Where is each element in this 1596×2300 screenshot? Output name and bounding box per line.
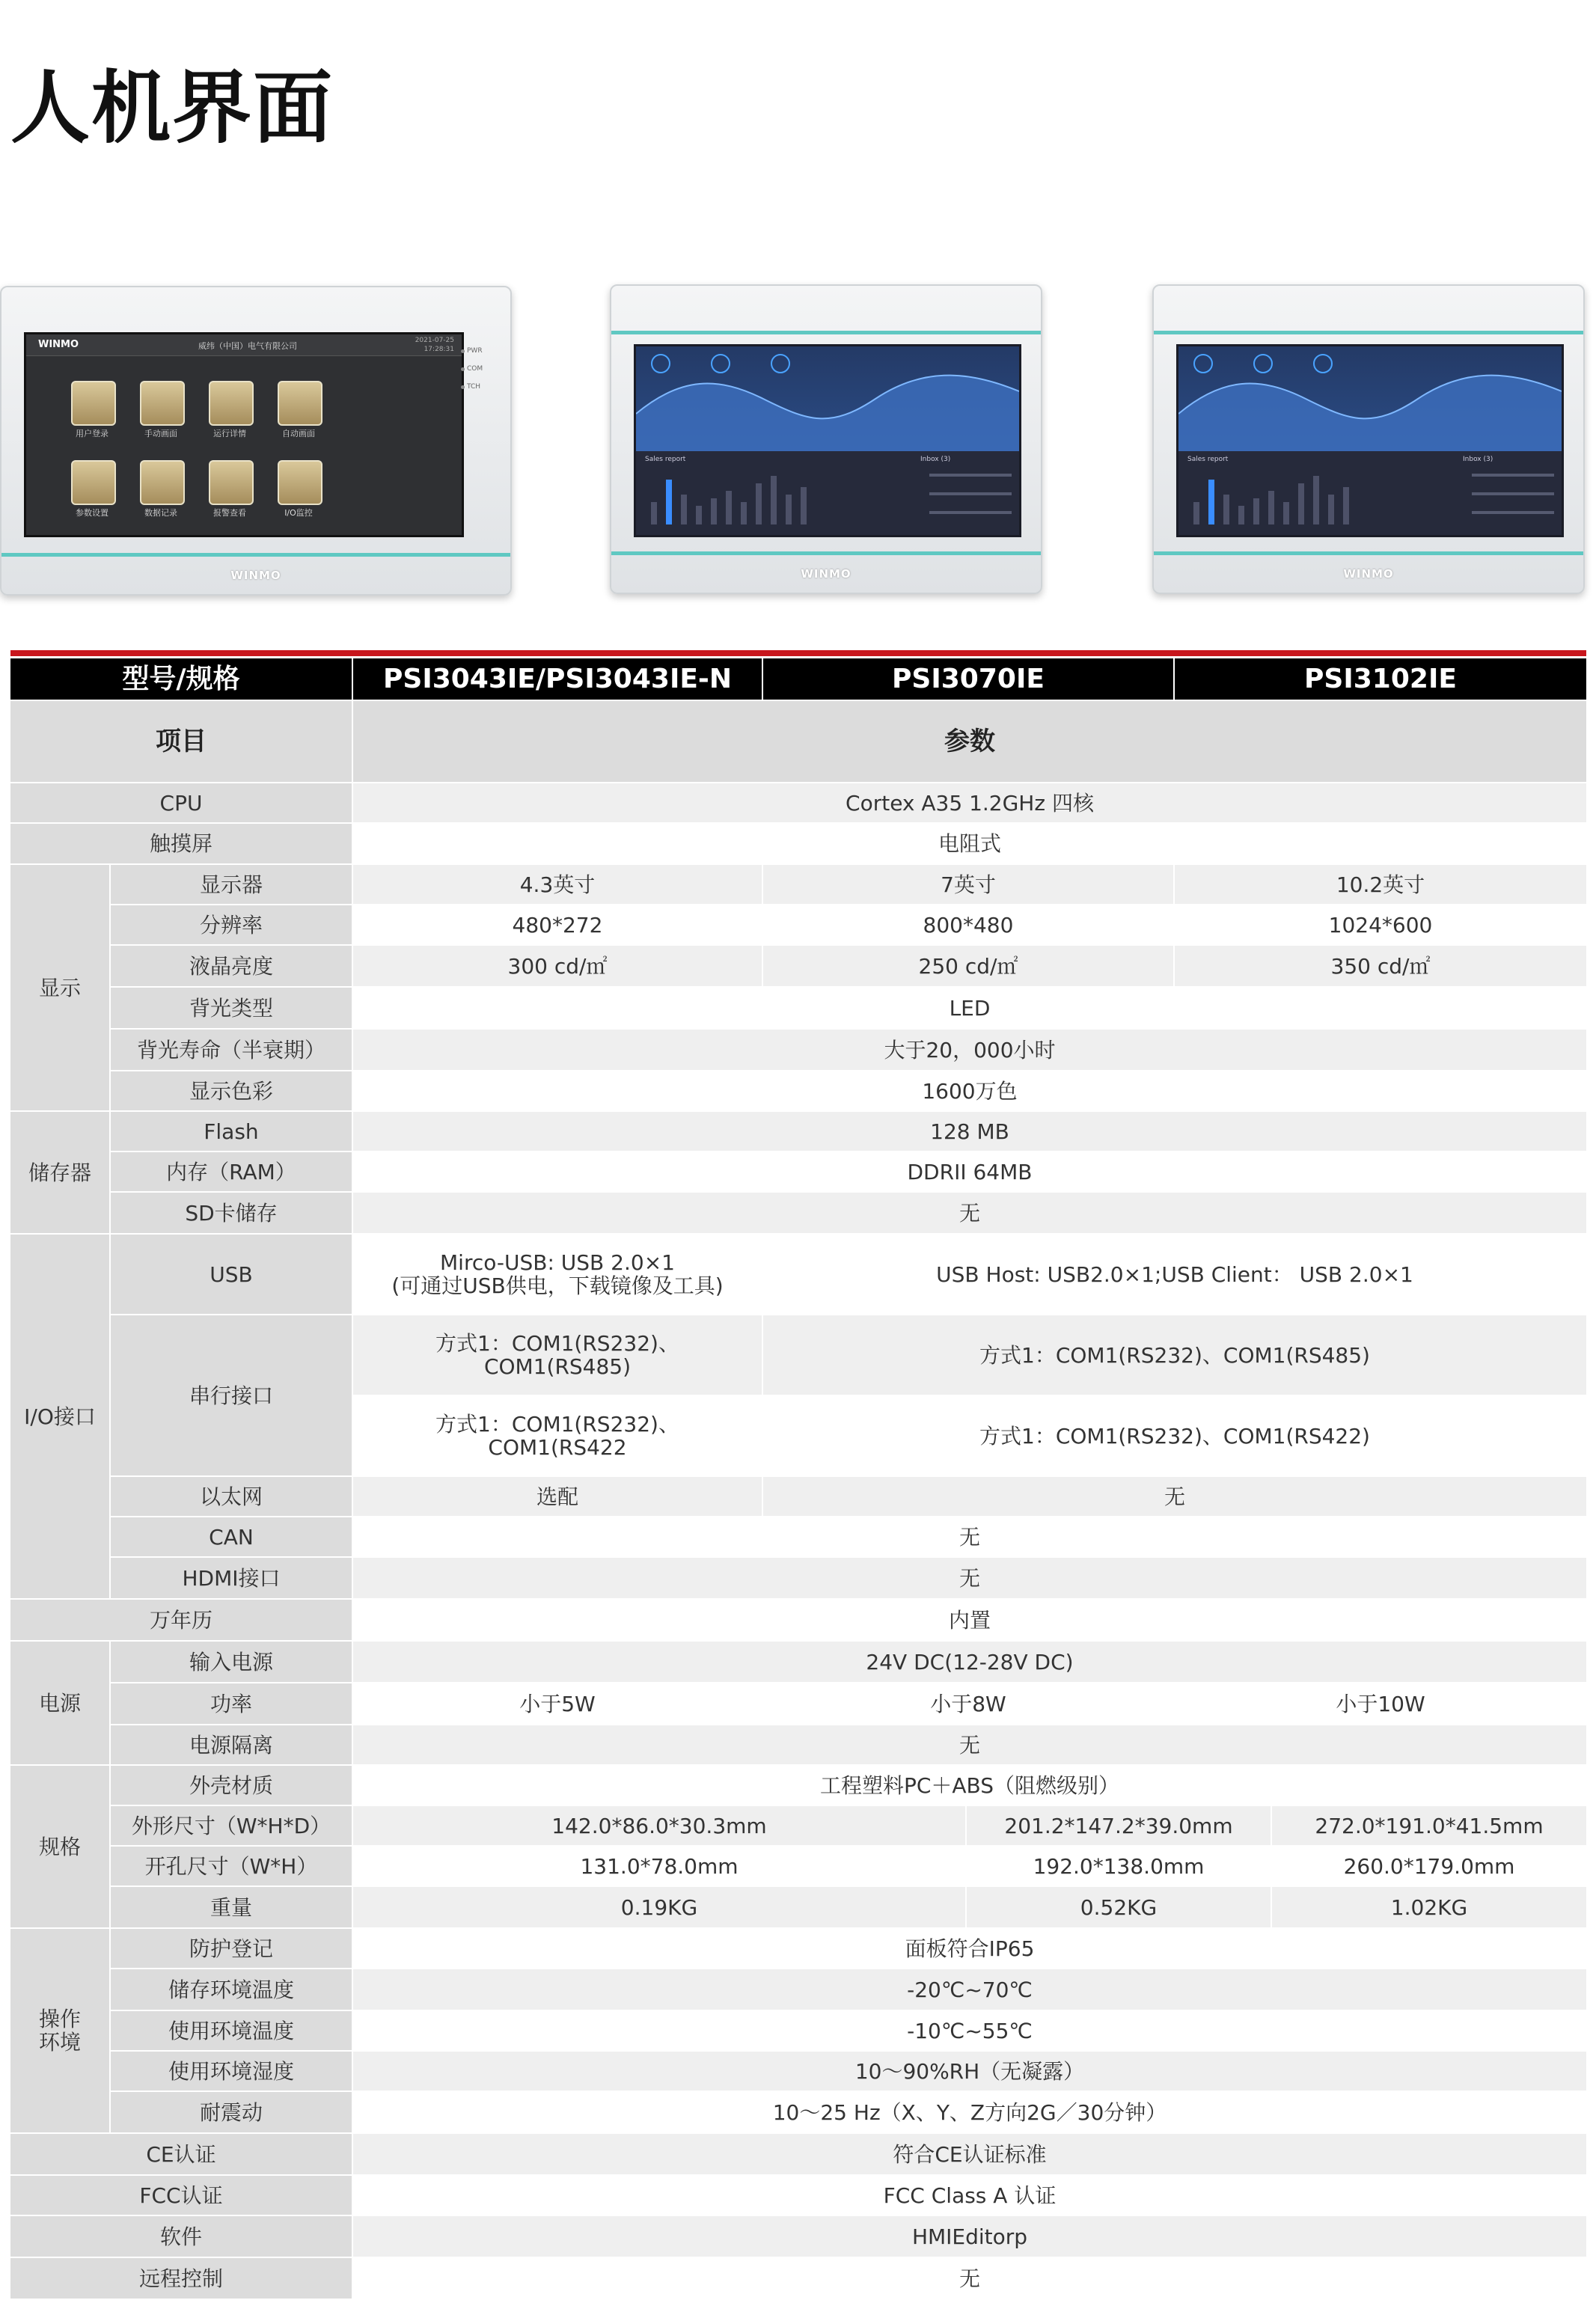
row-value: 10.2英寸 — [1175, 865, 1586, 904]
row-value: 201.2*147.2*39.0mm — [967, 1806, 1271, 1845]
row-label: 液晶亮度 — [111, 946, 352, 986]
sales-report-label: Sales report — [1187, 456, 1229, 463]
row-value: 128 MB — [353, 1112, 1586, 1151]
hmi-company: 威纬（中国）电气有限公司 — [198, 341, 297, 351]
menu-label: 手动画面 — [144, 429, 177, 438]
wave-chart — [636, 346, 1019, 451]
row-label: HDMI接口 — [111, 1558, 352, 1598]
row-label: 远程控制 — [10, 2258, 352, 2299]
row-label: CE认证 — [10, 2134, 352, 2174]
group-io: I/O接口 — [10, 1235, 109, 1598]
row-label: 背光类型 — [111, 988, 352, 1028]
row-value: 符合CE认证标准 — [353, 2134, 1586, 2174]
row-label: 显示色彩 — [111, 1071, 352, 1110]
row-value: 小于10W — [1175, 1683, 1586, 1724]
row-label: 开孔尺寸（W*H） — [111, 1847, 352, 1885]
menu-label: 报警查看 — [213, 508, 246, 518]
product-image-psi3102 — [1152, 284, 1585, 594]
row-value: 131.0*78.0mm — [353, 1847, 965, 1885]
row-value: 1.02KG — [1272, 1887, 1586, 1927]
row-value: 无 — [353, 1558, 1586, 1598]
row-value: 无 — [353, 1193, 1586, 1233]
row-value: 方式1：COM1(RS232)、COM1(RS485) — [763, 1315, 1586, 1395]
row-label: 分辨率 — [111, 905, 352, 944]
row-value: 350 cd/㎡ — [1175, 946, 1586, 986]
row-value: 方式1：COM1(RS232)、 COM1(RS422 — [353, 1396, 762, 1475]
row-value: 260.0*179.0mm — [1272, 1847, 1586, 1885]
run-detail-icon[interactable] — [209, 381, 254, 426]
group-power: 电源 — [10, 1642, 109, 1764]
row-label: Flash — [111, 1112, 352, 1151]
table-top-rule — [10, 650, 1586, 656]
row-value: 1024*600 — [1175, 905, 1586, 944]
row-value: 内置 — [353, 1600, 1586, 1640]
settings-icon[interactable] — [71, 460, 116, 505]
wave-chart — [1178, 346, 1562, 451]
header-model-3: PSI3102IE — [1175, 658, 1586, 700]
group-storage: 储存器 — [10, 1112, 109, 1233]
group-spec: 规格 — [10, 1766, 109, 1927]
header-model-2: PSI3070IE — [763, 658, 1173, 700]
row-value: 无 — [353, 1725, 1586, 1764]
sales-report-label: Sales report — [645, 456, 686, 463]
bezel-logo: WINMO — [1343, 567, 1394, 581]
hmi-time: 17:28:31 — [424, 346, 454, 353]
row-label: 软件 — [10, 2216, 352, 2257]
header-model-1: PSI3043IE/PSI3043IE-N — [353, 658, 762, 700]
tch-indicator: TCH — [461, 383, 491, 391]
hmi-brand: WINMO — [38, 339, 79, 350]
row-value: 272.0*191.0*41.5mm — [1272, 1806, 1586, 1845]
inbox-label: Inbox (3) — [920, 456, 951, 463]
row-value: USB Host: USB2.0×1;USB Client： USB 2.0×1 — [763, 1235, 1586, 1314]
row-label: 使用环境温度 — [111, 2011, 352, 2050]
row-value: -20℃~70℃ — [353, 1969, 1586, 2010]
page-title: 人机界面 — [10, 62, 334, 154]
row-value: 24V DC(12-28V DC) — [353, 1642, 1586, 1682]
row-value: 无 — [763, 1477, 1586, 1516]
row-value: 10～25 Hz（X、Y、Z方向2G／30分钟） — [353, 2092, 1586, 2132]
hmi-date: 2021-07-25 — [415, 337, 454, 344]
row-value: LED — [353, 988, 1586, 1028]
row-value: 10～90%RH（无凝露） — [353, 2052, 1586, 2091]
row-label: 以太网 — [111, 1477, 352, 1516]
row-label: 万年历 — [10, 1600, 352, 1640]
subheader-item: 项目 — [10, 701, 352, 782]
menu-label: 运行详情 — [213, 429, 246, 438]
row-value: 方式1：COM1(RS232)、 COM1(RS485) — [353, 1315, 762, 1395]
row-value: 192.0*138.0mm — [967, 1847, 1271, 1885]
alarm-icon[interactable] — [209, 460, 254, 505]
row-value: 无 — [353, 1517, 1586, 1556]
row-value: 480*272 — [353, 905, 762, 944]
row-label: 背光寿命（半衰期） — [111, 1030, 352, 1070]
row-label: 内存（RAM） — [111, 1152, 352, 1191]
row-value: 大于20，000小时 — [353, 1030, 1586, 1070]
row-label: CPU — [10, 783, 352, 822]
row-value: 7英寸 — [763, 865, 1173, 904]
dashboard-screen — [1176, 344, 1564, 537]
menu-label: 参数设置 — [76, 508, 108, 518]
row-label: 防护登记 — [111, 1929, 352, 1968]
inbox-label: Inbox (3) — [1463, 456, 1493, 463]
row-value: HMIEditorp — [353, 2216, 1586, 2257]
group-display: 显示 — [10, 865, 109, 1110]
menu-label: 数据记录 — [144, 508, 177, 518]
row-value: 0.52KG — [967, 1887, 1271, 1927]
row-label: 使用环境湿度 — [111, 2052, 352, 2091]
row-value: 工程塑料PC＋ABS（阻燃级别） — [353, 1766, 1586, 1805]
manual-screen-icon[interactable] — [140, 381, 185, 426]
status-indicators — [461, 347, 491, 401]
hmi-title-bar — [26, 334, 462, 356]
row-value: 小于8W — [763, 1683, 1173, 1724]
com-indicator: COM — [461, 365, 491, 373]
row-label: 串行接口 — [111, 1315, 352, 1475]
row-value: 250 cd/㎡ — [763, 946, 1173, 986]
row-label: 输入电源 — [111, 1642, 352, 1682]
product-image-psi3043 — [0, 286, 512, 596]
pwr-indicator: PWR — [461, 347, 491, 355]
row-label: 耐震动 — [111, 2092, 352, 2132]
row-label: 触摸屏 — [10, 824, 352, 863]
row-label: SD卡储存 — [111, 1193, 352, 1233]
data-record-icon[interactable] — [140, 460, 185, 505]
menu-label: I/O监控 — [284, 508, 313, 518]
hmi-clock — [415, 336, 454, 354]
row-value: 300 cd/㎡ — [353, 946, 762, 986]
header-spec: 型号/规格 — [10, 658, 352, 700]
row-value: 面板符合IP65 — [353, 1929, 1586, 1968]
row-label: 储存环境温度 — [111, 1969, 352, 2010]
row-value: DDRII 64MB — [353, 1152, 1586, 1191]
user-login-icon[interactable] — [71, 381, 116, 426]
subheader-param: 参数 — [353, 701, 1586, 782]
row-value: -10℃~55℃ — [353, 2011, 1586, 2050]
row-value: 电阻式 — [353, 824, 1586, 863]
row-label: CAN — [111, 1517, 352, 1556]
product-image-psi3070 — [610, 284, 1042, 594]
row-label: 外形尺寸（W*H*D） — [111, 1806, 352, 1845]
row-label: 外壳材质 — [111, 1766, 352, 1805]
row-label: USB — [111, 1235, 352, 1314]
row-value: 选配 — [353, 1477, 762, 1516]
hmi-screen — [24, 332, 464, 537]
row-value: Cortex A35 1.2GHz 四核 — [353, 783, 1586, 822]
row-value: 小于5W — [353, 1683, 762, 1724]
auto-screen-icon[interactable] — [278, 381, 322, 426]
row-value: 142.0*86.0*30.3mm — [353, 1806, 965, 1845]
row-value: Mirco-USB: USB 2.0×1 (可通过USB供电，下载镜像及工具) — [353, 1235, 762, 1314]
io-monitor-icon[interactable] — [278, 460, 322, 505]
row-value: 800*480 — [763, 905, 1173, 944]
menu-label: 自动画面 — [282, 429, 315, 438]
bezel-logo: WINMO — [801, 567, 851, 581]
menu-label: 用户登录 — [76, 429, 108, 438]
row-label: 电源隔离 — [111, 1725, 352, 1764]
row-value: FCC Class A 认证 — [353, 2176, 1586, 2215]
dashboard-screen — [634, 344, 1021, 537]
group-environment: 操作 环境 — [10, 1929, 109, 2132]
row-value: 0.19KG — [353, 1887, 965, 1927]
row-label: FCC认证 — [10, 2176, 352, 2215]
row-label: 重量 — [111, 1887, 352, 1927]
row-value: 无 — [353, 2258, 1586, 2299]
bezel-logo: WINMO — [230, 569, 281, 582]
row-value: 1600万色 — [353, 1071, 1586, 1110]
row-value: 4.3英寸 — [353, 865, 762, 904]
row-label: 显示器 — [111, 865, 352, 904]
row-value: 方式1：COM1(RS232)、COM1(RS422) — [763, 1396, 1586, 1475]
row-label: 功率 — [111, 1683, 352, 1724]
